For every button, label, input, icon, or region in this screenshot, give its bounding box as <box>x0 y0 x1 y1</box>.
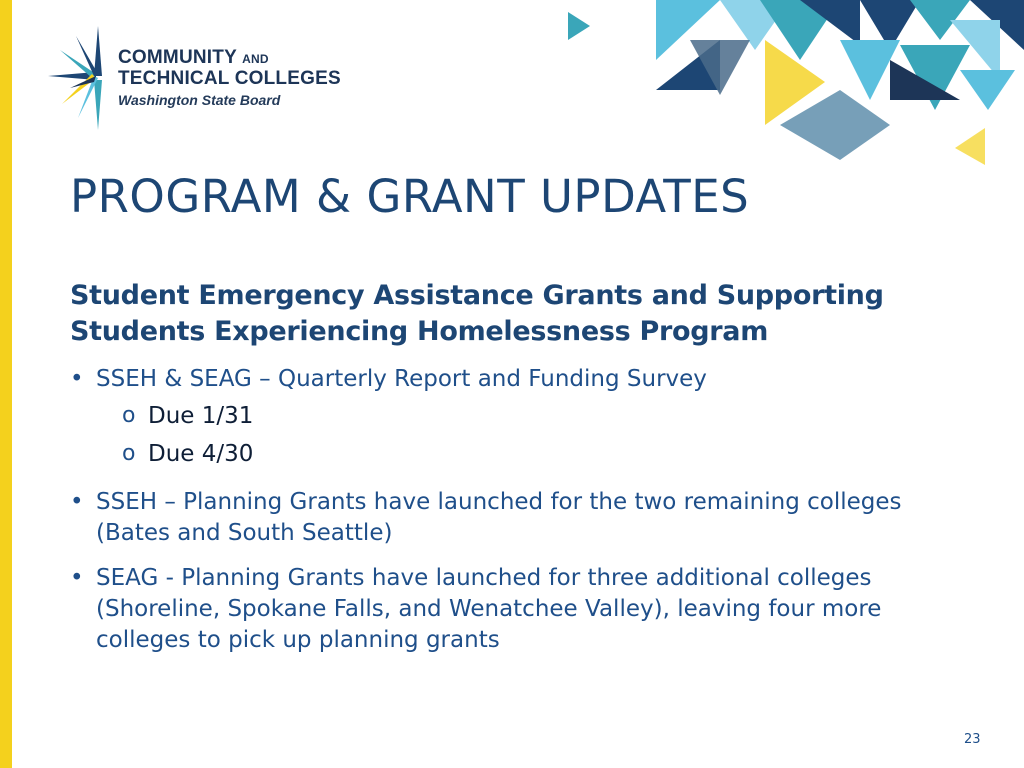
bullet-text: SEAG - Planning Grants have launched for three additional colleges (Shoreline, Spokane Falls, and Wenatchee Valley), leaving four more colleges to pick up planning grants <box>96 565 882 653</box>
logo-line-state-board: Washington State Board <box>118 92 281 108</box>
logo-and: AND <box>242 52 269 66</box>
sbctc-logo <box>48 26 348 136</box>
bullet-list <box>70 364 970 656</box>
page-number: 23 <box>964 732 981 747</box>
bullet-marker: • <box>70 366 84 392</box>
bullet-marker: • <box>70 489 84 515</box>
logo-line-community: COMMUNITY AND <box>118 47 269 68</box>
logo-line-technical-colleges: TECHNICAL COLLEGES <box>118 68 341 89</box>
slide-subtitle <box>70 278 930 350</box>
bullet-item <box>70 487 970 549</box>
sub-bullet-item <box>70 435 970 473</box>
subtitle-line-1: Student Emergency Assistance Grants and Supporting <box>70 280 884 311</box>
slide-title: PROGRAM & GRANT UPDATES <box>70 170 750 223</box>
bullet-item <box>70 563 970 656</box>
sub-bullet-text: Due 4/30 <box>148 441 254 467</box>
bullet-text: SSEH – Planning Grants have launched for the two remaining colleges (Bates and South Seattle) <box>96 489 902 546</box>
decorative-triangles <box>560 0 1024 170</box>
sub-bullet-text: Due 1/31 <box>148 403 254 429</box>
bullet-marker: • <box>70 565 84 591</box>
sub-bullet-marker: o <box>122 441 136 466</box>
bullet-text: SSEH & SEAG – Quarterly Report and Funding Survey <box>96 366 707 392</box>
subtitle-line-2: Students Experiencing Homelessness Program <box>70 316 769 347</box>
sub-bullet-item <box>70 397 970 435</box>
starburst-logo-icon <box>48 26 118 136</box>
left-accent-bar <box>0 0 12 768</box>
bullet-item <box>70 364 970 395</box>
sub-bullet-marker: o <box>122 403 136 428</box>
